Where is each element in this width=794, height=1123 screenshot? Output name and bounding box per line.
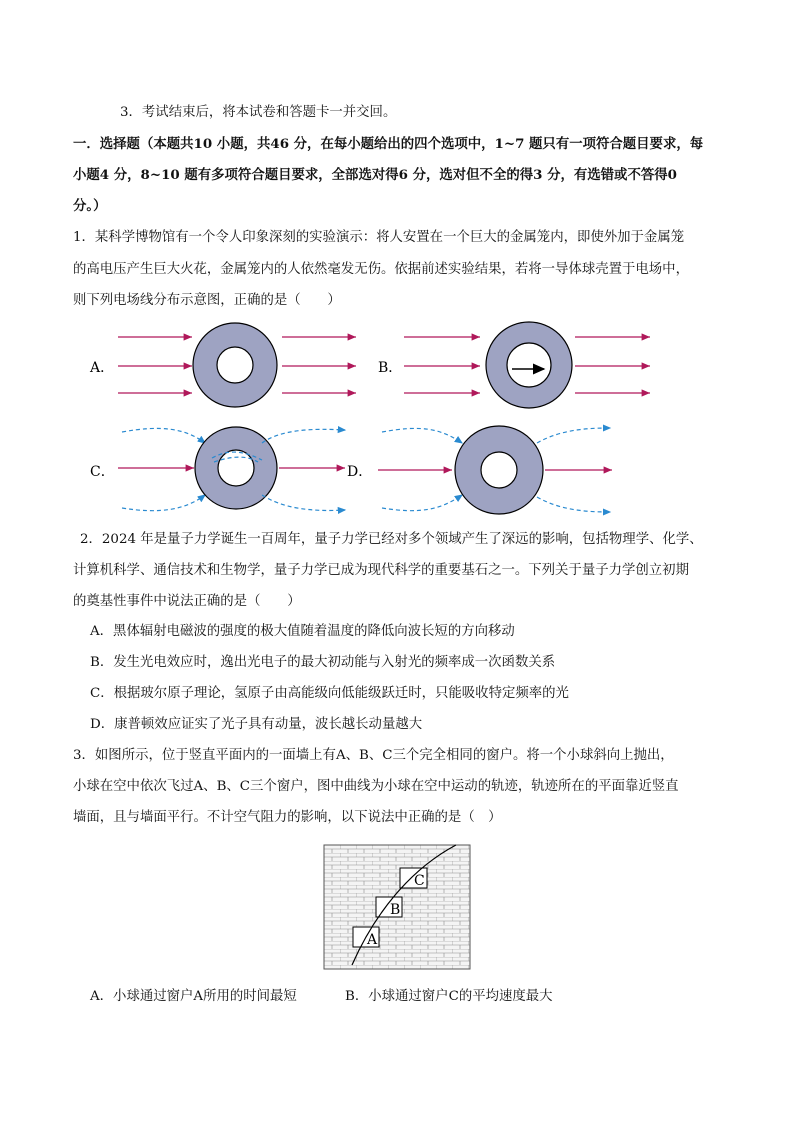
- option-d-label: D．: [347, 464, 373, 480]
- option-a-label: A．: [90, 360, 115, 376]
- q1-stem-line-1: 1．某科学博物馆有一个令人印象深刻的实验演示：将人安置在一个巨大的金属笼内，即使外加于金属笼: [73, 230, 685, 245]
- q2-stem-line-3: 的奠基性事件中说法正确的是（ ）: [73, 594, 301, 609]
- q2-stem-line-2: 计算机科学、通信技术和生物学，量子力学已成为现代科学的重要基石之一。下列关于量子力学创立初期: [73, 563, 689, 578]
- q1-stem-line-3: 则下列电场线分布示意图，正确的是（ ）: [73, 293, 341, 308]
- q2-option-a: A．黑体辐射电磁波的强度的极大值随着温度的降低向波长短的方向移动: [90, 624, 515, 639]
- q2-option-b: B．发生光电效应时，逸出光电子的最大初动能与入射光的频率成一次函数关系: [90, 655, 556, 670]
- option-d-diagram: [347, 426, 612, 514]
- option-b-diagram: [378, 322, 650, 408]
- q2-stem-line-1: 2．2024 年是量子力学诞生一百周年，量子力学已经对多个领域产生了深远的影响，包括物理学、化学、: [80, 532, 703, 547]
- section-heading-line-2: 小题4 分，8~10 题有多项符合题目要求，全部选对得6 分，选对但不全的得3 分，有选错或不答得0: [73, 167, 677, 183]
- q2-option-d: D．康普顿效应证实了光子具有动量，波长越长动量越大: [90, 717, 423, 732]
- q3-stem-line-1: 3．如图所示，位于竖直平面内的一面墙上有A、B、C三个完全相同的窗户。将一个小球斜向上抛出，: [73, 748, 674, 763]
- q3-wall-figure: [324, 845, 470, 969]
- notice-item-3: 3．考试结束后，将本试卷和答题卡一并交回。: [120, 105, 397, 120]
- option-c-diagram: [90, 427, 345, 511]
- option-b-label: B．: [378, 360, 403, 376]
- section-heading-line-3: 分。）: [73, 198, 107, 214]
- q2-option-c: C．根据玻尔原子理论，氢原子由高能级向低能级跃迁时，只能吸收特定频率的光: [90, 686, 569, 701]
- q3-stem-line-3: 墙面，且与墙面平行。不计空气阻力的影响，以下说法中正确的是（ ）: [73, 810, 502, 825]
- option-c-label: C．: [90, 464, 115, 480]
- window-c-label: C: [414, 873, 425, 889]
- q3-option-a: A．小球通过窗户A所用的时间最短: [90, 989, 297, 1004]
- window-a-label: A: [367, 932, 378, 948]
- section-heading-line-1: 一．选择题（本题共10 小题，共46 分，在每小题给出的四个选项中，1~7 题只有一项符合题目要求，每: [73, 136, 704, 152]
- option-a-diagram: [89, 323, 356, 407]
- q3-option-b: B．小球通过窗户C的平均速度最大: [345, 989, 553, 1004]
- q3-stem-line-2: 小球在空中依次飞过A、B、C三个窗户，图中曲线为小球在空中运动的轨迹，轨迹所在的平面靠近竖直: [73, 779, 679, 794]
- q1-stem-line-2: 的高电压产生巨大火花，金属笼内的人依然毫发无伤。依据前述实验结果，若将一导体球壳置于电场中，: [73, 262, 689, 277]
- window-b-label: B: [390, 902, 401, 918]
